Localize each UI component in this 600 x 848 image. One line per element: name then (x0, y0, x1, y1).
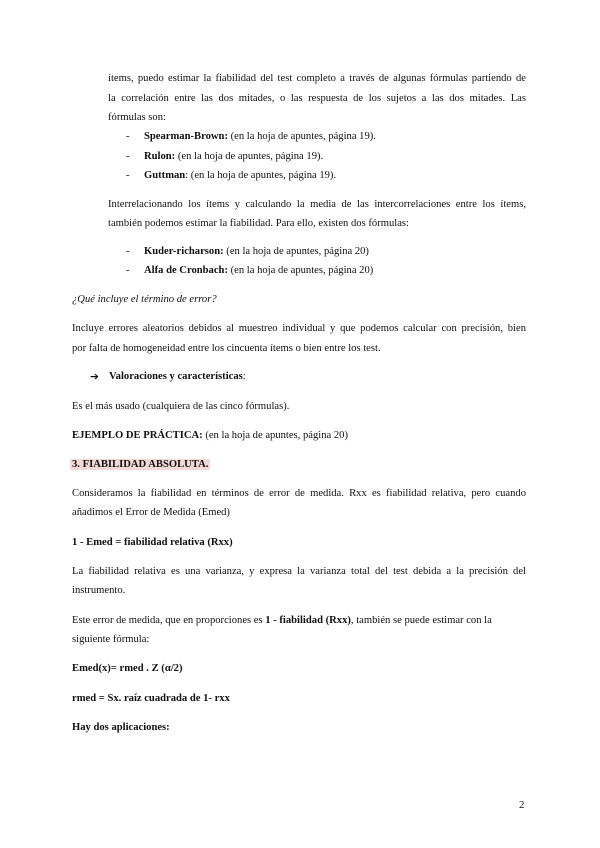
este-error-line-1 (72, 614, 526, 628)
equation-rmed: rmed = Sx. raíz cuadrada de 1- rxx (72, 693, 230, 704)
formula-name: Guttman (144, 170, 186, 181)
list-bullet: - (126, 265, 130, 276)
relativa-line-1: La fiabilidad relativa es una varianza, y expresa la varianza total del test debida a la precisión del (72, 566, 526, 577)
valoraciones-suffix: : (242, 371, 246, 382)
ejemplo-ref: (en la hoja de apuntes, página 20) (202, 430, 348, 441)
consideramos-line-2: añadimos el Error de Medida (Emed) (72, 507, 230, 518)
equation-emed-x: Emed(x)= rmed . Z (α/2) (72, 663, 183, 674)
section-3-title: 3. FIABILIDAD ABSOLUTA. (72, 459, 209, 470)
formula-name: Alfa de Cronbach: (144, 265, 228, 276)
interrel-line-1: Interrelacionando los ítems y calculando la media de las intercorrelaciones entre los ítems, (108, 199, 526, 210)
ejemplo-practica (72, 429, 348, 443)
equation-emed-relativa: 1 - Emed = fiabilidad relativa (Rxx) (72, 537, 233, 548)
list-bullet: - (126, 151, 130, 162)
formula-ref: : (en la hoja de apuntes, página 19). (185, 170, 337, 181)
formula-alfa-cronbach (144, 264, 373, 278)
answer-line-2: por falta de homogeneidad entre los cincuenta ítems o bien entre los test. (72, 343, 381, 354)
consideramos-line-1: Consideramos la fiabilidad en términos de error de medida. Rxx es fiabilidad relativa, pero cuando (72, 488, 526, 499)
formula-ref: (en la hoja de apuntes, página 19). (227, 131, 376, 142)
formula-name: Rulon: (144, 151, 176, 162)
list-bullet: - (126, 170, 130, 181)
list-bullet: - (126, 246, 130, 257)
relativa-line-2: instrumento. (72, 585, 126, 596)
este-error-bold: 1 - fiabilidad (Rxx) (265, 615, 351, 626)
formula-ref: (en la hoja de apuntes, página 20) (223, 246, 369, 257)
section-3-heading (70, 458, 210, 472)
arrow-right-icon: ➔ (90, 371, 99, 383)
formula-kuder-richarson (144, 245, 369, 259)
formula-guttman (144, 169, 336, 183)
formula-spearman-brown (144, 130, 376, 144)
list-bullet: - (126, 131, 130, 142)
intro-line-2: la correlación entre las dos mitades, o las respuesta de los sujetos a las dos mitades. Las (108, 93, 526, 104)
page-number: 2 (519, 799, 525, 811)
valoraciones-label: Valoraciones y características (109, 371, 243, 382)
intro-line-3: fórmulas son: (108, 112, 166, 123)
uso-text: Es el más usado (cualquiera de las cinco fórmulas). (72, 401, 290, 412)
answer-line-1: Incluye errores aleatorios debidos al muestreo individual y que podemos calcular con precisión, bien (72, 323, 526, 334)
formula-name: Kuder-richarson: (144, 246, 224, 257)
formula-name: Spearman-Brown: (144, 131, 228, 142)
intro-line-1: ítems, puedo estimar la fiabilidad del test completo a través de algunas fórmulas partiendo de (108, 73, 526, 84)
este-error-line-2: siguiente fórmula: (72, 634, 150, 645)
este-error-pre: Este error de medida, que en proporciones es (72, 615, 266, 626)
formula-ref: (en la hoja de apuntes, página 19). (175, 151, 324, 162)
ejemplo-label: EJEMPLO DE PRÁCTICA: (72, 430, 203, 441)
este-error-post: , también se puede estimar con la (350, 615, 492, 626)
error-question: ¿Qué incluye el término de error? (72, 294, 217, 305)
valoraciones-heading (109, 370, 246, 384)
interrel-line-2: también podemos estimar la fiabilidad. Para ello, existen dos fórmulas: (108, 218, 409, 229)
aplicaciones-heading: Hay dos aplicaciones: (72, 722, 170, 733)
formula-ref: (en la hoja de apuntes, página 20) (227, 265, 374, 276)
formula-rulon (144, 150, 323, 164)
